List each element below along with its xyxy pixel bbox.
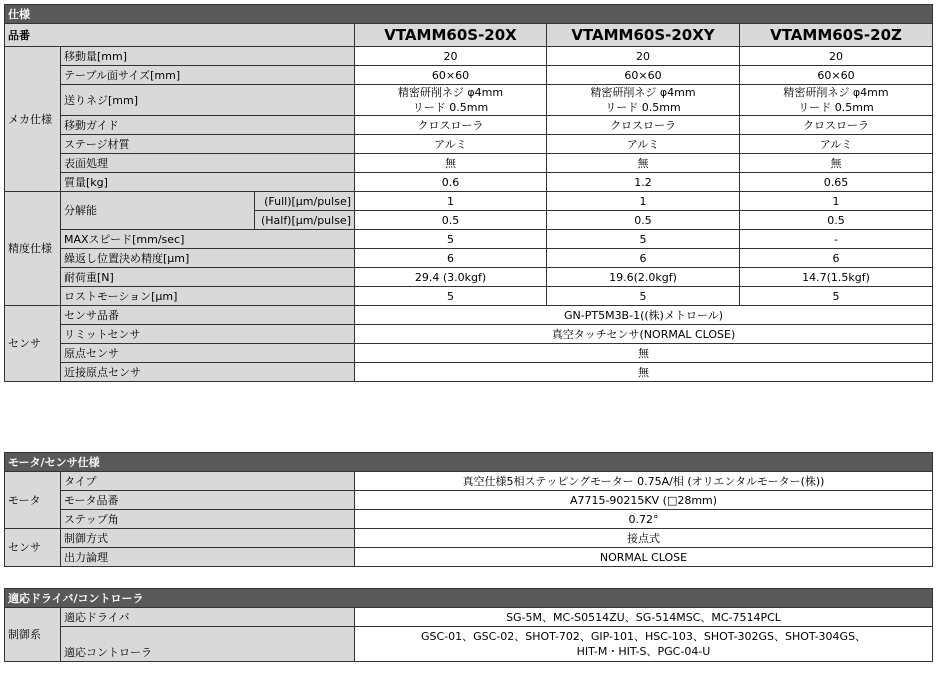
cell-value: クロスローラ [547, 116, 740, 135]
precision-row [5, 249, 933, 268]
mech-row [5, 66, 933, 85]
controller-line2: HIT-M・HIT-S、PGC-04-U [576, 645, 711, 658]
cell-value: 20 [355, 47, 547, 66]
cell-value: 29.4 (3.0kgf) [355, 268, 547, 287]
row-label: モータ品番 [61, 491, 355, 510]
driver-label: 適応ドライバ [61, 608, 355, 627]
half-step-label: (Half)[μm/pulse] [255, 211, 355, 230]
row-label: テーブル面サイズ[mm] [61, 66, 355, 85]
cell-value: 1.2 [547, 173, 740, 192]
cell-value: 60×60 [547, 66, 740, 85]
feed-screw-line1: 精密研削ネジ φ4mm [397, 86, 504, 99]
precision-row [5, 268, 933, 287]
motor-row [5, 472, 933, 491]
controller-row [5, 627, 933, 662]
cell-value: NORMAL CLOSE [355, 548, 933, 567]
mech-group-label: メカ仕様 [5, 47, 61, 192]
cell-value: クロスローラ [740, 116, 933, 135]
cell-value: 接点式 [355, 529, 933, 548]
row-label: ステップ角 [61, 510, 355, 529]
cell-value: アルミ [740, 135, 933, 154]
driver-row [5, 608, 933, 627]
sensor-group-label: センサ [5, 306, 61, 382]
motor-section-title: モータ/センサ仕様 [5, 453, 933, 472]
cell-value: - [740, 230, 933, 249]
model-name: VTAMM60S-20Z [740, 24, 933, 47]
controller-line1: GSC-01、GSC-02、SHOT-702、GIP-101、HSC-103、SHOT-302GS、SHOT-304GS、 [420, 630, 867, 643]
controller-label: 適応コントローラ [61, 627, 355, 662]
cell-value: 0.72° [355, 510, 933, 529]
mech-row [5, 173, 933, 192]
model-name: VTAMM60S-20XY [547, 24, 740, 47]
mech-row [5, 135, 933, 154]
row-label: ステージ材質 [61, 135, 355, 154]
full-step-label: (Full)[μm/pulse] [255, 192, 355, 211]
precision-group-label: 精度仕様 [5, 192, 61, 306]
row-label: ロストモーション[μm] [61, 287, 355, 306]
motor-row [5, 491, 933, 510]
control-group-label: 制御系 [5, 608, 61, 662]
driver-value: SG-5M、MC-S0514ZU、SG-514MSC、MC-7514PCL [355, 608, 933, 627]
cell-value: A7715-90215KV (□28mm) [355, 491, 933, 510]
row-label: 移動量[mm] [61, 47, 355, 66]
motor-sensor-row [5, 529, 933, 548]
cell-value: 0.5 [355, 211, 547, 230]
mech-row [5, 47, 933, 66]
cell-value: 19.6(2.0kgf) [547, 268, 740, 287]
row-label: 送りネジ[mm] [61, 85, 355, 116]
cell-value: 1 [547, 192, 740, 211]
spec-table [4, 4, 933, 382]
cell-value: 1 [355, 192, 547, 211]
cell-value: 0.5 [740, 211, 933, 230]
cell-value: 無 [355, 154, 547, 173]
row-label: 出力論理 [61, 548, 355, 567]
cell-value: 無 [740, 154, 933, 173]
cell-value: 無 [355, 363, 933, 382]
sensor-row [5, 363, 933, 382]
sensor-row [5, 325, 933, 344]
cell-value: 6 [740, 249, 933, 268]
motor-sensor-row [5, 548, 933, 567]
sensor-row [5, 344, 933, 363]
motor-table [4, 452, 933, 567]
row-label: 繰返し位置決め精度[μm] [61, 249, 355, 268]
cell-value: 5 [355, 287, 547, 306]
driver-section-bar [5, 589, 933, 608]
row-label: 質量[kg] [61, 173, 355, 192]
motor-row [5, 510, 933, 529]
driver-table [4, 588, 933, 662]
cell-value: 無 [355, 344, 933, 363]
driver-section-title: 適応ドライバ/コントローラ [5, 589, 933, 608]
row-label: センサ品番 [61, 306, 355, 325]
cell-value: 真空仕様5相ステッピングモーター 0.75A/相 (オリエンタルモーター(株)) [355, 472, 933, 491]
feed-screw-cell [547, 85, 740, 116]
row-label: 表面処理 [61, 154, 355, 173]
feed-screw-line1: 精密研削ネジ φ4mm [783, 86, 889, 99]
cell-value: 1 [740, 192, 933, 211]
row-label: 耐荷重[N] [61, 268, 355, 287]
cell-value: クロスローラ [355, 116, 547, 135]
precision-row [5, 230, 933, 249]
cell-value: 14.7(1.5kgf) [740, 268, 933, 287]
feed-screw-line2: リード 0.5mm [412, 101, 489, 114]
cell-value: 60×60 [740, 66, 933, 85]
feed-screw-line1: 精密研削ネジ φ4mm [590, 86, 696, 99]
row-label: 原点センサ [61, 344, 355, 363]
precision-row [5, 287, 933, 306]
motor-sensor-group-label: センサ [5, 529, 61, 567]
spec-section-title: 仕様 [5, 5, 933, 24]
sensor-row [5, 306, 933, 325]
motor-section-bar [5, 453, 933, 472]
row-label: 制御方式 [61, 529, 355, 548]
cell-value: 真空タッチセンサ(NORMAL CLOSE) [355, 325, 933, 344]
cell-value: 20 [547, 47, 740, 66]
controller-cell [355, 627, 933, 662]
cell-value: 5 [740, 287, 933, 306]
product-label: 品番 [5, 24, 355, 47]
model-name: VTAMM60S-20X [355, 24, 547, 47]
mech-row [5, 154, 933, 173]
row-label: MAXスピード[mm/sec] [61, 230, 355, 249]
cell-value: GN-PT5M3B-1((株)メトロール) [355, 306, 933, 325]
mech-row [5, 116, 933, 135]
cell-value: アルミ [547, 135, 740, 154]
cell-value: 20 [740, 47, 933, 66]
feed-screw-cell [355, 85, 547, 116]
cell-value: アルミ [355, 135, 547, 154]
model-header-row [5, 24, 933, 47]
cell-value: 0.5 [547, 211, 740, 230]
precision-row [5, 192, 933, 211]
feed-screw-line2: リード 0.5mm [605, 101, 681, 114]
row-label: 移動ガイド [61, 116, 355, 135]
cell-value: 0.65 [740, 173, 933, 192]
mech-row [5, 85, 933, 116]
feed-screw-line2: リード 0.5mm [798, 101, 874, 114]
spec-section-bar [5, 5, 933, 24]
cell-value: 5 [355, 230, 547, 249]
cell-value: 60×60 [355, 66, 547, 85]
motor-group-label: モータ [5, 472, 61, 529]
row-label: リミットセンサ [61, 325, 355, 344]
cell-value: 6 [547, 249, 740, 268]
row-label: タイプ [61, 472, 355, 491]
cell-value: 5 [547, 287, 740, 306]
resolution-label: 分解能 [61, 192, 255, 230]
cell-value: 無 [547, 154, 740, 173]
feed-screw-cell [740, 85, 933, 116]
row-label: 近接原点センサ [61, 363, 355, 382]
cell-value: 6 [355, 249, 547, 268]
cell-value: 5 [547, 230, 740, 249]
cell-value: 0.6 [355, 173, 547, 192]
